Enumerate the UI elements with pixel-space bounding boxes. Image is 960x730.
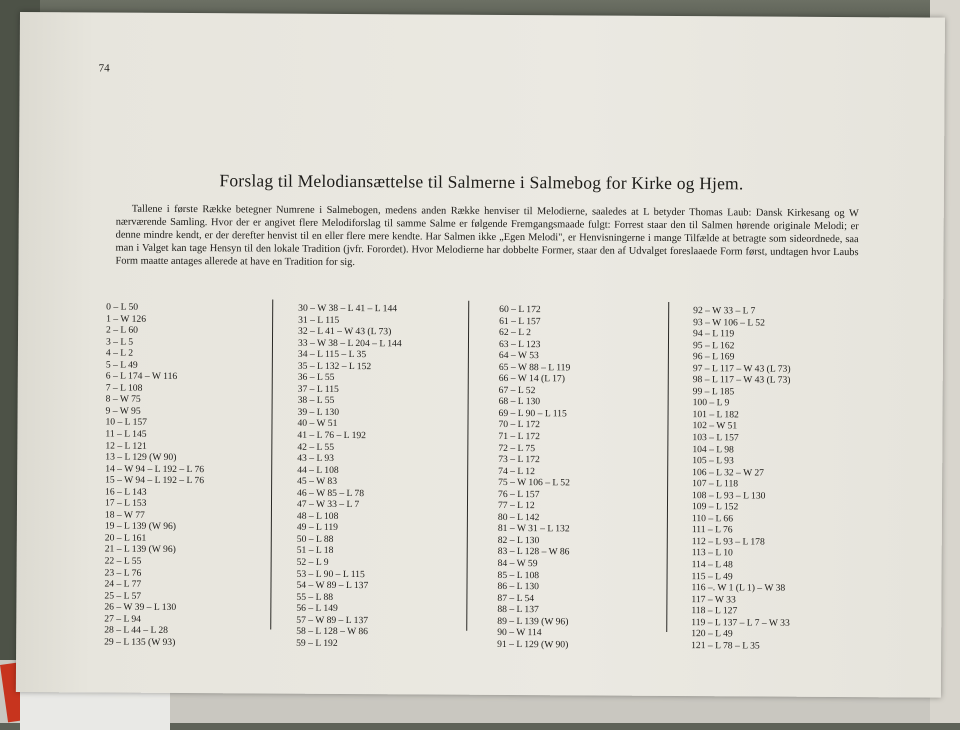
hymn-entry: 41 – L 76 – L 192 bbox=[297, 429, 367, 442]
hymn-entry: 51 – L 18 bbox=[296, 545, 334, 557]
hymn-entry: 26 – W 39 – L 130 bbox=[104, 601, 177, 614]
hymn-entry: 21 – L 139 (W 96) bbox=[104, 544, 176, 556]
hymn-entry: 4 – L 2 bbox=[105, 347, 134, 359]
hymn-entry: 38 – L 55 bbox=[297, 395, 335, 407]
hymn-entry: 46 – W 85 – L 78 bbox=[297, 487, 365, 499]
hymn-entry: 87 – L 54 bbox=[497, 592, 535, 604]
hymn-entry: 95 – L 162 bbox=[692, 339, 735, 352]
hymn-entry: 106 – L 32 – W 27 bbox=[692, 466, 765, 479]
hymn-entry: 15 – W 94 – L 192 – L 76 bbox=[105, 474, 205, 487]
hymn-entry: 77 – L 12 bbox=[497, 500, 535, 512]
hymn-entry: 40 – W 51 bbox=[297, 418, 338, 430]
hymn-entry: 71 – L 172 bbox=[498, 430, 540, 443]
hymn-entry: 81 – W 31 – L 132 bbox=[497, 523, 570, 535]
hymn-entry: 35 – L 132 – L 152 bbox=[297, 360, 372, 372]
hymn-entry: 12 – L 121 bbox=[105, 440, 147, 452]
hymn-column-4 bbox=[691, 305, 792, 652]
hymn-entry: 80 – L 142 bbox=[497, 511, 540, 524]
hymn-entry: 33 – W 38 – L 204 – L 144 bbox=[297, 337, 402, 349]
white-paper-corner bbox=[20, 690, 170, 730]
hymn-entry: 42 – L 55 bbox=[297, 441, 335, 453]
hymn-entry: 84 – W 59 bbox=[497, 557, 538, 570]
column-divider bbox=[466, 301, 469, 631]
hymn-entry: 111 – L 76 bbox=[691, 524, 733, 536]
hymn-entry: 0 – L 50 bbox=[106, 301, 139, 313]
hymn-entry: 63 – L 123 bbox=[498, 338, 541, 350]
hymn-entry: 58 – L 128 – W 86 bbox=[296, 626, 369, 638]
hymn-entry: 57 – W 89 – L 137 bbox=[296, 614, 369, 626]
hymn-entry: 62 – L 2 bbox=[499, 327, 531, 339]
hymn-entry: 39 – L 130 bbox=[297, 406, 340, 418]
hymn-entry: 27 – L 94 bbox=[104, 613, 142, 625]
hymn-entry: 17 – L 153 bbox=[104, 497, 147, 510]
hymn-entry: 28 – L 44 – L 28 bbox=[104, 624, 169, 637]
hymn-entry: 14 – W 94 – L 192 – L 76 bbox=[105, 463, 205, 475]
hymn-entry: 20 – L 161 bbox=[104, 532, 147, 544]
hymn-entry: 53 – L 90 – L 115 bbox=[296, 568, 365, 580]
hymn-entry: 74 – L 12 bbox=[498, 465, 535, 477]
hymn-entry: 121 – L 78 – L 35 bbox=[691, 639, 760, 652]
hymn-entry: 2 – L 60 bbox=[106, 324, 138, 336]
column-divider bbox=[666, 302, 669, 632]
hymn-entry: 50 – L 88 bbox=[296, 533, 334, 545]
page-number: 74 bbox=[98, 62, 110, 75]
hymn-entry: 112 – L 93 – L 178 bbox=[691, 536, 765, 548]
hymn-entry: 37 – L 115 bbox=[297, 383, 339, 395]
hymn-entry: 113 – L 10 bbox=[691, 547, 733, 559]
hymn-entry: 52 – L 9 bbox=[296, 556, 329, 568]
hymn-entry: 67 – L 52 bbox=[498, 384, 536, 396]
hymn-entry: 96 – L 169 bbox=[692, 351, 735, 363]
hymn-entry: 66 – W 14 (L 17) bbox=[498, 373, 565, 385]
hymn-entry: 5 – L 49 bbox=[105, 359, 138, 371]
hymn-entry: 55 – L 88 bbox=[296, 591, 334, 603]
hymn-entry: 99 – L 185 bbox=[692, 385, 735, 398]
hymn-entry: 86 – L 130 bbox=[497, 581, 540, 593]
hymn-column-2 bbox=[296, 303, 402, 650]
hymn-entry: 9 – W 95 bbox=[105, 405, 141, 417]
book-page bbox=[16, 12, 945, 698]
hymn-entry: 3 – L 5 bbox=[105, 336, 134, 348]
hymn-entry: 94 – L 119 bbox=[693, 328, 735, 340]
hymn-entry: 69 – L 90 – L 115 bbox=[498, 407, 567, 420]
hymn-entry: 19 – L 139 (W 96) bbox=[104, 520, 177, 533]
hymn-entry: 110 – L 66 bbox=[691, 512, 734, 525]
hymn-entry: 49 – L 119 bbox=[296, 522, 339, 534]
hymn-entry: 76 – L 157 bbox=[498, 488, 540, 500]
hymn-entry: 64 – W 53 bbox=[498, 350, 539, 362]
hymn-entry: 82 – L 130 bbox=[497, 534, 540, 547]
hymn-entry: 47 – W 33 – L 7 bbox=[296, 498, 360, 511]
hymn-entry: 56 – L 149 bbox=[296, 602, 338, 615]
hymn-entry: 22 – L 55 bbox=[104, 555, 142, 567]
hymn-entry: 13 – L 129 (W 90) bbox=[105, 451, 177, 464]
hymn-entry: 75 – W 106 – L 52 bbox=[498, 477, 570, 489]
hymn-entry: 109 – L 152 bbox=[691, 501, 739, 513]
hymn-entry: 70 – L 172 bbox=[498, 419, 541, 431]
intro-text: Tallene i første Række betegner Numrene i Salmebogen, medens anden Række henviser til Melodierne, saaledes at L betyder Thomas Laub: Dansk Kirkesang og W nærværende Samling. Hvor der er angivet flere Melodiforslag til samme Salme er følgende Fremgangsmaade fulgt: Forrest staar den til Salmen hørende originale Melodi; er denne mindre kendt, er der derefter henvist til en eller flere mere kendte. Har Salmen ikke „Egen Melodi", er Henvisningerne i mange Tilfælde at betragte som sideordnede, saa man i Valget kan tage Hensyn til den lokale Tradition (jvfr. Forordet). Hvor Melodierne har dobbelte Former, staar den af Udvalget foreslaaede Form først, undtagen hvor Laubs Form maatte antages allerede at have en Tradition for sig. bbox=[115, 203, 859, 269]
hymn-entry: 91 – L 129 (W 90) bbox=[497, 638, 569, 651]
hymn-entry: 114 – L 48 bbox=[691, 559, 733, 571]
hymn-entry: 23 – L 76 bbox=[104, 567, 142, 579]
hymn-entry: 32 – L 41 – W 43 (L 73) bbox=[298, 325, 392, 338]
page-title: Forslag til Melodiansættelse til Salmerne i Salmebog for Kirke og Hjem. bbox=[219, 170, 744, 194]
hymn-entry: 8 – W 75 bbox=[105, 393, 141, 406]
hymn-entry: 108 – L 93 – L 130 bbox=[692, 489, 766, 502]
hymn-entry: 104 – L 98 bbox=[692, 443, 734, 455]
hymn-entry: 102 – W 51 bbox=[692, 420, 738, 432]
hymn-entry: 65 – W 88 – L 119 bbox=[498, 361, 571, 374]
hymn-entry: 68 – L 130 bbox=[498, 396, 541, 408]
hymn-entry: 117 – W 33 bbox=[691, 593, 736, 606]
hymn-entry: 30 – W 38 – L 41 – L 144 bbox=[298, 302, 398, 315]
hymn-entry: 107 – L 118 bbox=[692, 478, 739, 490]
hymn-entry: 115 – L 49 bbox=[691, 570, 733, 582]
hymn-entry: 16 – L 143 bbox=[105, 486, 147, 498]
hymn-entry: 119 – L 137 – L 7 – W 33 bbox=[691, 616, 790, 629]
hymn-entry: 72 – L 75 bbox=[498, 442, 536, 454]
hymn-entry: 61 – L 157 bbox=[499, 315, 541, 327]
hymn-entry: 36 – L 55 bbox=[297, 371, 335, 384]
hymn-entry: 73 – L 172 bbox=[498, 454, 540, 466]
hymn-entry: 101 – L 182 bbox=[692, 409, 739, 421]
hymn-entry: 18 – W 77 bbox=[104, 509, 145, 521]
column-divider bbox=[270, 300, 273, 630]
hymn-entry: 120 – L 49 bbox=[691, 628, 733, 640]
hymn-entry: 105 – L 93 bbox=[692, 455, 734, 467]
hymn-entry: 11 – L 145 bbox=[105, 428, 147, 440]
hymn-entry: 44 – L 108 bbox=[297, 464, 339, 476]
hymn-entry: 118 – L 127 bbox=[691, 605, 738, 617]
hymn-entry: 103 – L 157 bbox=[692, 432, 739, 444]
hymn-entry: 89 – L 139 (W 96) bbox=[497, 615, 569, 628]
hymn-entry: 29 – L 135 (W 93) bbox=[104, 636, 176, 648]
hymn-entry: 43 – L 93 bbox=[297, 452, 334, 465]
hymn-entry: 1 – W 126 bbox=[106, 313, 147, 325]
hymn-entry: 10 – L 157 bbox=[105, 416, 148, 429]
hymn-entry: 25 – L 57 bbox=[104, 590, 142, 602]
hymn-entry: 100 – L 9 bbox=[692, 397, 730, 409]
hymn-entry: 88 – L 137 bbox=[497, 604, 539, 616]
hymn-entry: 97 – L 117 – W 43 (L 73) bbox=[692, 362, 791, 375]
hymn-column-3 bbox=[497, 304, 571, 651]
hymn-entry: 98 – L 117 – W 43 (L 73) bbox=[692, 374, 791, 386]
hymn-entry: 90 – W 114 bbox=[497, 627, 542, 639]
hymn-entry: 116 –. W 1 (L 1) – W 38 bbox=[691, 582, 786, 594]
hymn-entry: 48 – L 108 bbox=[296, 510, 339, 522]
hymn-entry: 34 – L 115 – L 35 bbox=[297, 348, 367, 361]
hymn-entry: 31 – L 115 bbox=[298, 314, 340, 326]
hymn-entry: 45 – W 83 bbox=[297, 475, 338, 488]
hymn-entry: 93 – W 106 – L 52 bbox=[693, 316, 765, 329]
hymn-entry: 92 – W 33 – L 7 bbox=[693, 305, 756, 317]
hymn-entry: 6 – L 174 – W 116 bbox=[105, 370, 178, 383]
hymn-entry: 85 – L 108 bbox=[497, 569, 540, 581]
intro-paragraph bbox=[115, 203, 858, 273]
hymn-entry: 59 – L 192 bbox=[296, 637, 338, 649]
hymn-entry: 54 – W 89 – L 137 bbox=[296, 579, 369, 592]
hymn-column-1 bbox=[104, 302, 205, 649]
hymn-entry: 7 – L 108 bbox=[105, 382, 143, 394]
hymn-entry: 60 – L 172 bbox=[499, 303, 541, 316]
hymn-entry: 24 – L 77 bbox=[104, 578, 142, 590]
hymn-entry: 83 – L 128 – W 86 bbox=[497, 546, 570, 558]
